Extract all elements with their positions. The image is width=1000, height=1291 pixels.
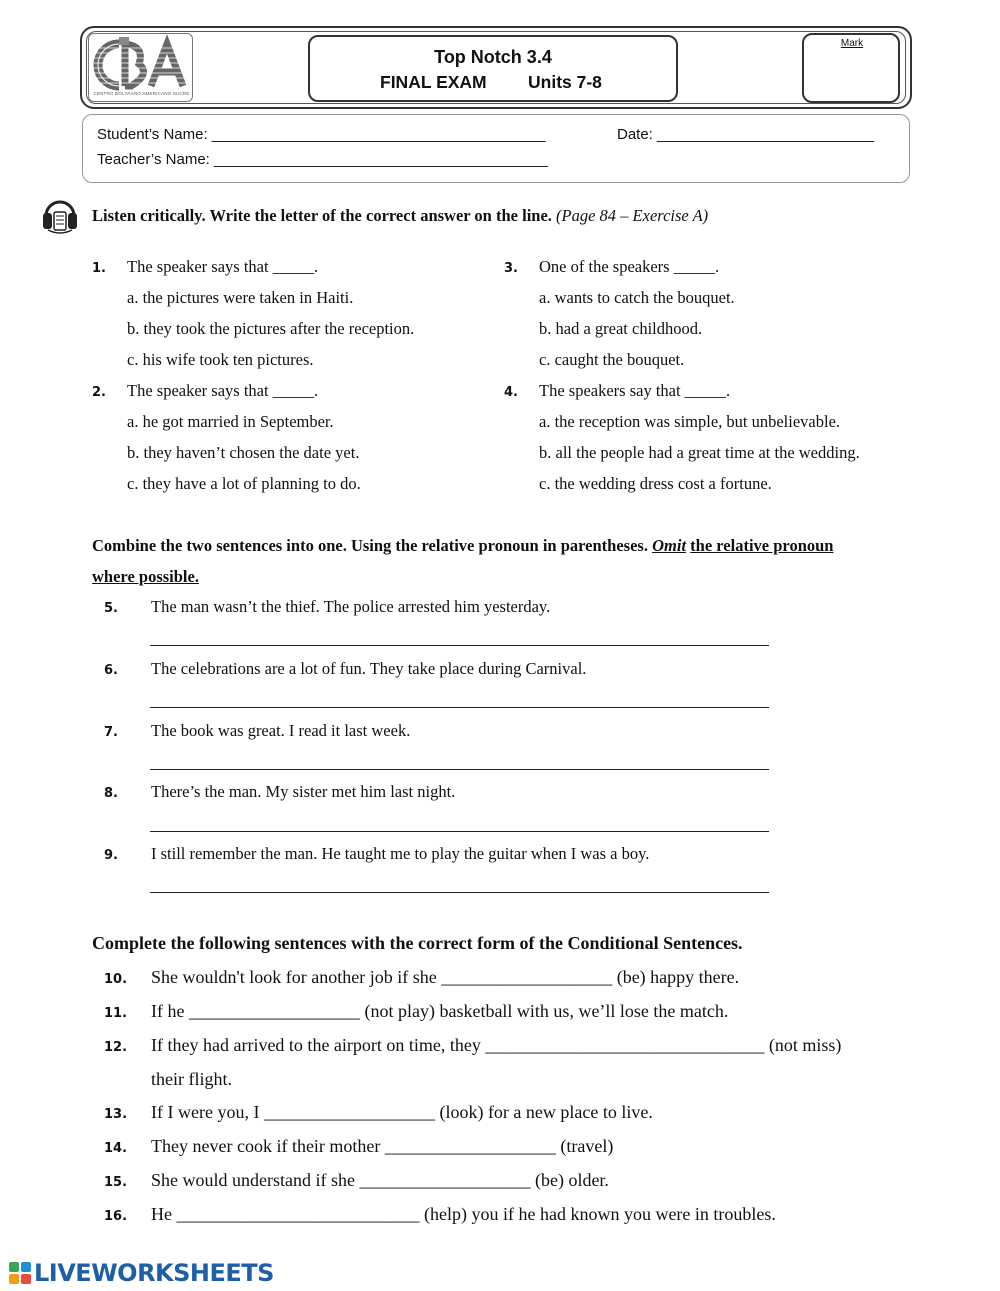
conditional-sentence[interactable]: She would understand if she ___________________ (be) older.	[151, 1170, 609, 1190]
answer-line[interactable]	[150, 769, 769, 770]
date-field[interactable]: Date: __________________________	[617, 126, 874, 143]
answer-option[interactable]: c. they have a lot of planning to do.	[127, 474, 361, 493]
student-info-box	[82, 114, 910, 183]
exam-units: Units 7-8	[528, 72, 602, 92]
title-box	[308, 35, 678, 102]
section2-instruction-end: where possible.	[92, 567, 199, 586]
sentence-pair: There’s the man. My sister met him last night.	[151, 782, 456, 801]
answer-option[interactable]: c. the wedding dress cost a fortune.	[539, 474, 772, 493]
section2-instruction-text: Combine the two sentences into one. Using the relative pronoun in parentheses.	[92, 536, 648, 555]
answer-option[interactable]: a. wants to catch the bouquet.	[539, 288, 735, 307]
teacher-name-field[interactable]: Teacher’s Name: ________________________________________	[97, 151, 548, 168]
section2-omit: Omit	[652, 536, 687, 555]
liveworksheets-icon	[8, 1261, 32, 1290]
section1-instruction	[92, 206, 708, 226]
answer-line[interactable]	[150, 831, 769, 832]
section1-instruction-text: Listen critically. Write the letter of the correct answer on the line.	[92, 206, 552, 225]
section1-reference: (Page 84 – Exercise A)	[556, 206, 709, 225]
section2-instruction-underlined: the relative pronoun	[690, 536, 834, 555]
item-number: 15.	[104, 1175, 128, 1190]
item-number: 5.	[104, 601, 118, 616]
sentence-pair: The book was great. I read it last week.	[151, 721, 411, 740]
sentence-pair: The celebrations are a lot of fun. They take place during Carnival.	[151, 659, 587, 678]
item-number: 9.	[104, 848, 118, 863]
question-number: 3.	[504, 261, 518, 276]
question-number: 2.	[92, 385, 106, 400]
answer-option[interactable]: c. caught the bouquet.	[539, 350, 685, 369]
item-number: 16.	[104, 1209, 128, 1224]
conditional-sentence[interactable]: If they had arrived to the airport on time, they _______________________________ (not miss)	[151, 1035, 842, 1055]
conditional-sentence-continued: their flight.	[151, 1069, 232, 1089]
question-stem: One of the speakers _____.	[539, 257, 720, 276]
conditional-sentence[interactable]: If I were you, I ___________________ (look) for a new place to live.	[151, 1102, 653, 1122]
conditional-sentence[interactable]: They never cook if their mother ___________________ (travel)	[151, 1136, 614, 1156]
answer-option[interactable]: a. the reception was simple, but unbelievable.	[539, 412, 841, 431]
question-stem: The speakers say that _____.	[539, 381, 731, 400]
conditional-sentence[interactable]: She wouldn't look for another job if she ___________________ (be) happy there.	[151, 967, 740, 987]
answer-option[interactable]: b. they took the pictures after the reception.	[127, 319, 415, 338]
mark-box[interactable]	[802, 33, 900, 103]
question-stem: The speaker says that _____.	[127, 381, 319, 400]
exam-title: Top Notch 3.4	[434, 47, 552, 67]
item-number: 12.	[104, 1040, 128, 1055]
logo-caption: CENTRO BOLIVIANO AMERICANO SUCRE	[93, 91, 190, 96]
exam-subtitle: FINAL EXAM	[380, 72, 487, 92]
school-logo	[88, 33, 193, 102]
student-name-field[interactable]: Student’s Name: ________________________________________	[97, 126, 546, 143]
answer-option[interactable]: b. they haven’t chosen the date yet.	[127, 443, 360, 462]
logo-text	[89, 34, 91, 35]
answer-option[interactable]: a. the pictures were taken in Haiti.	[127, 288, 354, 307]
answer-option[interactable]: c. his wife took ten pictures.	[127, 350, 314, 369]
answer-option[interactable]: b. all the people had a great time at the wedding.	[539, 443, 860, 462]
question-number: 4.	[504, 385, 518, 400]
section2-instruction	[92, 536, 833, 556]
sentence-pair: I still remember the man. He taught me to play the guitar when I was a boy.	[151, 844, 650, 863]
item-number: 14.	[104, 1141, 128, 1156]
sentence-pair: The man wasn’t the thief. The police arrested him yesterday.	[151, 597, 551, 616]
item-number: 7.	[104, 725, 118, 740]
answer-line[interactable]	[150, 645, 769, 646]
answer-line[interactable]	[150, 892, 769, 893]
item-number: 13.	[104, 1107, 128, 1122]
item-number: 6.	[104, 663, 118, 678]
question-number: 1.	[92, 261, 106, 276]
answer-option[interactable]: b. had a great childhood.	[539, 319, 703, 338]
answer-line[interactable]	[150, 707, 769, 708]
liveworksheets-brand[interactable]: LIVEWORKSHEETS	[34, 1259, 274, 1287]
mark-label: Mark	[840, 38, 864, 49]
item-number: 11.	[104, 1006, 128, 1021]
answer-option[interactable]: a. he got married in September.	[127, 412, 334, 431]
conditional-sentence[interactable]: He ___________________________ (help) you if he had known you were in troubles.	[151, 1204, 776, 1224]
section3-instruction: Complete the following sentences with the correct form of the Conditional Sentences.	[92, 933, 743, 953]
headphones-icon	[40, 190, 80, 241]
question-stem: The speaker says that _____.	[127, 257, 319, 276]
item-number: 8.	[104, 786, 118, 801]
item-number: 10.	[104, 972, 128, 987]
conditional-sentence[interactable]: If he ___________________ (not play) basketball with us, we’ll lose the match.	[151, 1001, 729, 1021]
